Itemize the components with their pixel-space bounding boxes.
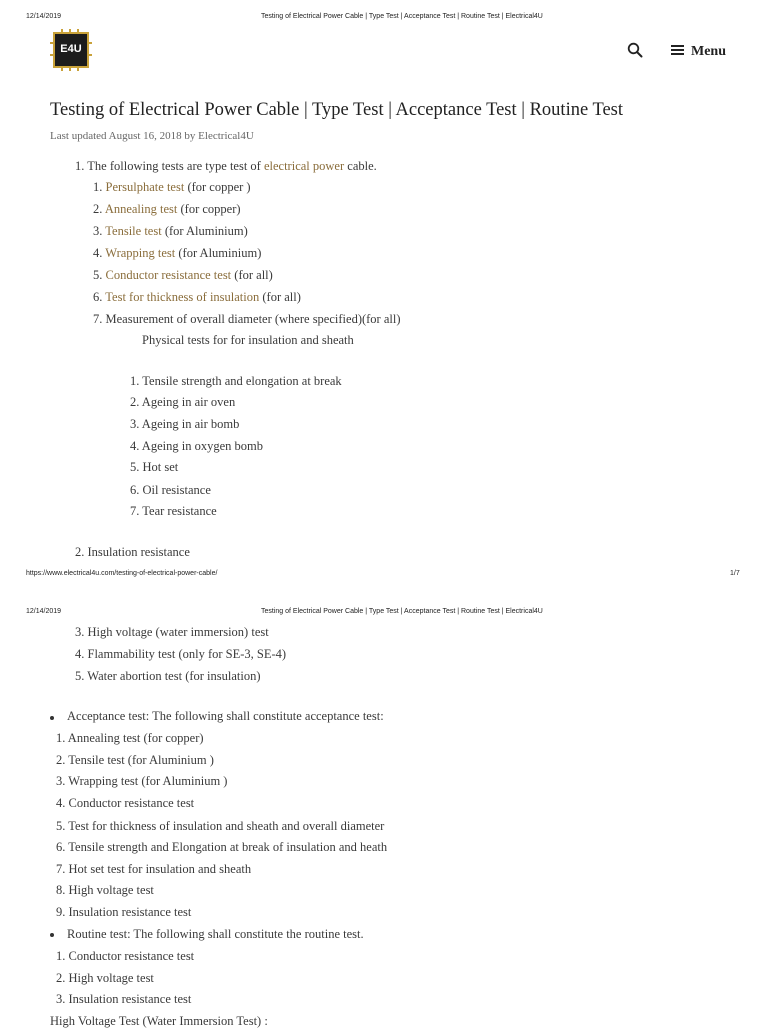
page-title: Testing of Electrical Power Cable | Type Test | Acceptance Test | Routine Test bbox=[50, 100, 624, 120]
list-item: 2. Insulation resistance bbox=[75, 545, 190, 559]
intro-link[interactable]: electrical power bbox=[263, 159, 345, 173]
list-item: 7. Tear resistance bbox=[130, 504, 217, 518]
hamburger-icon bbox=[671, 44, 684, 56]
list-item: 3. Tensile test (for Aluminium) bbox=[93, 224, 248, 238]
search-icon[interactable] bbox=[627, 42, 643, 58]
list-item: 5. Water abortion test (for insulation) bbox=[75, 669, 261, 683]
routine-heading: Routine test: The following shall constitute the routine test. bbox=[67, 927, 364, 941]
list-item: 5. Test for thickness of insulation and sheath and overall diameter bbox=[56, 819, 385, 833]
list-item: 7. Hot set test for insulation and sheath bbox=[56, 862, 252, 876]
list-item: 3. High voltage (water immersion) test bbox=[75, 625, 269, 639]
list-item: 4. Conductor resistance test bbox=[56, 796, 195, 810]
list-item: 1. Conductor resistance test bbox=[56, 949, 195, 963]
section-heading: High Voltage Test (Water Immersion Test) : bbox=[50, 1014, 268, 1028]
bullet-icon bbox=[50, 716, 54, 720]
list-item: 5. Conductor resistance test (for all) bbox=[93, 268, 273, 282]
list-item: 2. High voltage test bbox=[56, 971, 154, 985]
list-item: 6. Tensile strength and Elongation at break of insulation and heath bbox=[56, 840, 388, 854]
list-item: 1. Annealing test (for copper) bbox=[56, 731, 204, 745]
list-item: 2. Tensile test (for Aluminium ) bbox=[56, 753, 214, 767]
test-link[interactable]: Test for thickness of insulation bbox=[105, 290, 260, 304]
print-url: https://www.electrical4u.com/testing-of-electrical-power-cable/ bbox=[26, 570, 218, 577]
logo-text: E4U bbox=[60, 43, 82, 55]
list-item: 2. Annealing test (for copper) bbox=[93, 202, 241, 216]
list-item: 6. Test for thickness of insulation (for all) bbox=[93, 290, 301, 304]
print-title: Testing of Electrical Power Cable | Type Test | Acceptance Test | Routine Test | Electrical4U bbox=[261, 13, 543, 20]
menu-button[interactable] bbox=[671, 42, 726, 60]
print-title: Testing of Electrical Power Cable | Type Test | Acceptance Test | Routine Test | Electrical4U bbox=[261, 608, 543, 615]
list-item: 4. Ageing in oxygen bomb bbox=[130, 439, 263, 453]
list-item: 4. Flammability test (only for SE-3, SE-4) bbox=[75, 647, 287, 661]
test-link[interactable]: Annealing test bbox=[104, 202, 178, 216]
physical-heading: Physical tests for for insulation and sheath bbox=[142, 333, 354, 347]
list-item: 6. Oil resistance bbox=[130, 483, 211, 497]
menu-label: Menu bbox=[691, 44, 726, 59]
list-item: 3. Insulation resistance test bbox=[56, 992, 192, 1006]
list-item: 2. Ageing in air oven bbox=[130, 395, 236, 409]
list-item: 1. Tensile strength and elongation at break bbox=[130, 374, 342, 388]
intro-suffix: cable. bbox=[344, 159, 377, 173]
bullet-icon bbox=[50, 933, 54, 937]
list-item: 9. Insulation resistance test bbox=[56, 905, 192, 919]
list-item: 8. High voltage test bbox=[56, 883, 154, 897]
list-item: 1. Persulphate test (for copper ) bbox=[93, 180, 251, 194]
list-item: 7. Measurement of overall diameter (where specified)(for all) bbox=[93, 312, 401, 326]
list-item: 5. Hot set bbox=[130, 460, 179, 474]
intro-prefix: 1. The following tests are type test of bbox=[75, 159, 264, 173]
list-item: 3. Wrapping test (for Aluminium ) bbox=[56, 774, 228, 788]
print-date: 12/14/2019 bbox=[26, 13, 62, 20]
test-link[interactable]: Conductor resistance test bbox=[105, 268, 232, 282]
intro-line bbox=[75, 159, 377, 174]
acceptance-heading: Acceptance test: The following shall constitute acceptance test: bbox=[67, 709, 384, 723]
list-item: 4. Wrapping test (for Aluminium) bbox=[93, 246, 262, 260]
test-link[interactable]: Wrapping test bbox=[105, 246, 176, 260]
print-date: 12/14/2019 bbox=[26, 608, 62, 615]
list-item: 3. Ageing in air bomb bbox=[130, 417, 240, 431]
post-meta: Last updated August 16, 2018 by Electrical4U bbox=[50, 130, 254, 142]
test-link[interactable]: Tensile test bbox=[105, 224, 162, 238]
print-page-number: 1/7 bbox=[730, 570, 740, 577]
test-link[interactable]: Persulphate test bbox=[105, 180, 185, 194]
site-logo[interactable] bbox=[53, 32, 89, 68]
